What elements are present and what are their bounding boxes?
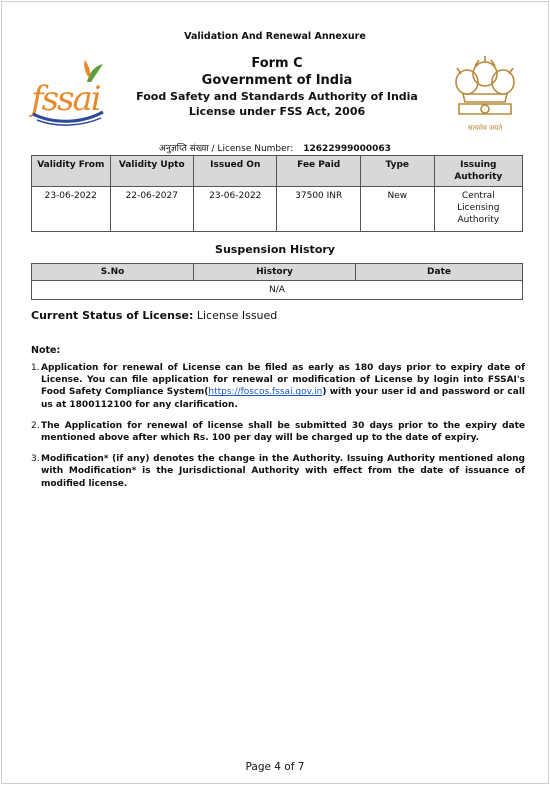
page-number: Page 4 of 7	[245, 761, 305, 773]
note-number: 2.	[31, 420, 40, 431]
note-text: Application for renewal of License can be filed as early as 180 days prior to expiry date of License. You can file application for renewal or modification of License by login into FSSAI's Food Safety Compliance System(	[41, 363, 525, 398]
foscos-link[interactable]: https://foscos.fssai.gov.in	[208, 387, 323, 398]
status-value: License Issued	[196, 309, 278, 322]
cell-validity-from: 23-06-2022	[32, 187, 111, 232]
note-item-2	[31, 420, 525, 444]
act-title: License under FSS Act, 2006	[188, 105, 366, 118]
license-number-line	[2, 141, 548, 154]
suspension-history-title: Suspension History	[215, 243, 335, 256]
col-issued-on: Issued On	[194, 156, 277, 187]
validity-table-header	[32, 156, 523, 187]
license-number-value: 12622999000063	[303, 144, 391, 154]
note-title: Note:	[31, 345, 61, 356]
col-validity-upto: Validity Upto	[110, 156, 193, 187]
col-validity-from: Validity From	[32, 156, 111, 187]
cell-fee-paid: 37500 INR	[277, 187, 360, 232]
fssai-logo	[29, 54, 109, 132]
note-text-tail: ) with your user id and password or call us at 1800112100 for any clarification.	[41, 387, 525, 410]
status-label: Current Status of License:	[31, 309, 194, 322]
note-item-3	[31, 453, 525, 490]
suspension-table-header	[32, 264, 523, 281]
col-history: History	[194, 264, 356, 281]
authority-title: Food Safety and Standards Authority of India	[136, 90, 418, 103]
license-status	[31, 309, 277, 322]
annexure-title: Validation And Renewal Annexure	[184, 31, 366, 42]
col-fee-paid: Fee Paid	[277, 156, 360, 187]
form-title: Form C	[251, 56, 303, 71]
svg-text:सत्यमेव जयते: सत्यमेव जयते	[467, 124, 503, 132]
document-heading	[122, 55, 432, 119]
suspension-table	[31, 263, 523, 300]
validity-table	[31, 155, 523, 232]
col-sno: S.No	[32, 264, 194, 281]
col-type: Type	[360, 156, 434, 187]
table-row	[32, 281, 523, 300]
note-item-1	[31, 362, 525, 411]
license-number-label: अनुज्ञप्ति संख्या / License Number:	[159, 144, 294, 154]
note-number: 1.	[31, 363, 40, 373]
government-title: Government of India	[201, 73, 353, 88]
cell-type: New	[360, 187, 434, 232]
cell-issued-on: 23-06-2022	[194, 187, 277, 232]
note-text: The Application for renewal of license shall be submitted 30 days prior to the expiry date mentioned above after which Rs. 100 per day will be charged up to the date of expiry.	[41, 420, 525, 444]
table-row	[32, 187, 523, 232]
national-emblem-icon	[445, 52, 525, 137]
svg-text:fssai: fssai	[31, 79, 100, 119]
cell-validity-upto: 22-06-2027	[110, 187, 193, 232]
notes-list	[31, 362, 525, 499]
cell-issuing-authority: Central Licensing Authority	[434, 187, 522, 232]
note-text: Modification* (if any) denotes the change in the Authority. Issuing Authority mentioned along with Modification* is the Jurisdictional Authority with effect from the date of issuance of modified license.	[41, 454, 525, 489]
note-number: 3.	[31, 454, 40, 465]
suspension-empty-cell: N/A	[32, 281, 523, 300]
col-issuing-authority: Issuing Authority	[434, 156, 522, 187]
col-date: Date	[356, 264, 523, 281]
document-page	[1, 1, 549, 784]
